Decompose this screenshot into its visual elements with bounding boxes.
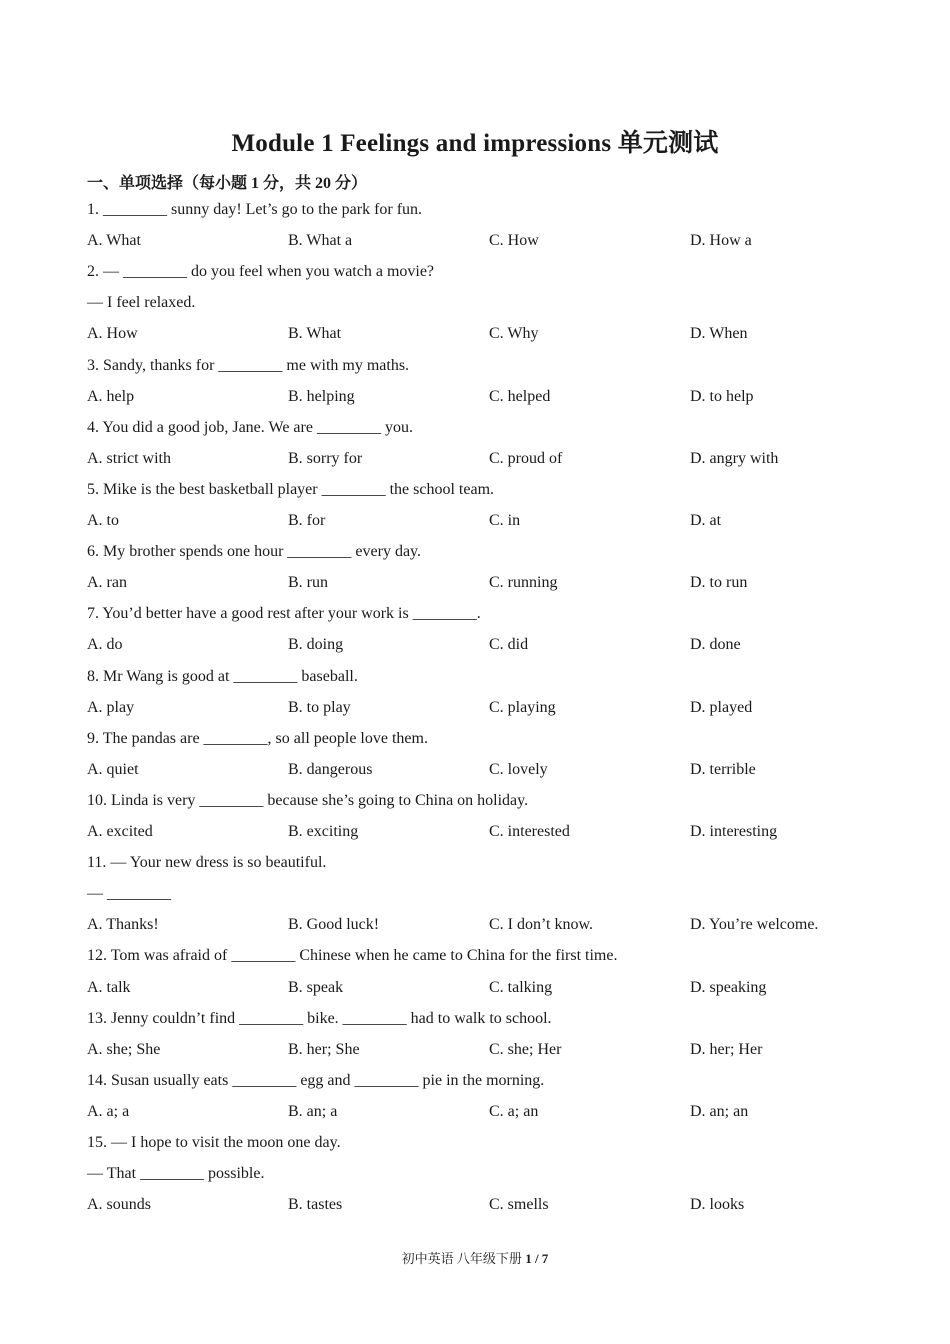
answer-option-d: D. to run [690, 574, 748, 592]
answer-option-a: A. help [87, 387, 135, 405]
question-stem: 15. — I hope to visit the moon one day. [87, 1134, 341, 1151]
answer-option-c: C. Why [489, 325, 539, 343]
question-stem: 9. The pandas are ________, so all people love them. [87, 729, 428, 747]
answer-option-a: A. sounds [87, 1196, 152, 1214]
question-stem: 12. Tom was afraid of ________ Chinese when he came to China for the first time. [87, 947, 618, 965]
document-title: Module 1 Feelings and impressions 单元测试 [231, 130, 719, 157]
page-footer [0, 1248, 950, 1267]
answer-option-a: A. ran [87, 574, 127, 592]
answer-option-b: B. What a [288, 232, 353, 250]
answer-option-c: C. I don’t know. [489, 916, 593, 934]
answer-option-c: C. she; Her [489, 1040, 562, 1058]
answer-option-c: C. interested [489, 823, 570, 840]
answer-option-b: B. an; a [288, 1102, 338, 1120]
answer-option-c: C. lovely [489, 760, 548, 778]
answer-option-a: A. excited [87, 823, 153, 840]
page-number: 1 / 7 [525, 1251, 549, 1266]
answer-option-b: B. for [288, 512, 326, 529]
answer-option-d: D. at [690, 512, 722, 529]
question-stem: 3. Sandy, thanks for ________ me with my maths. [87, 356, 410, 374]
answer-option-a: A. talk [87, 978, 131, 996]
answer-option-c: C. proud of [489, 449, 563, 467]
answer-option-d: D. an; an [690, 1102, 749, 1120]
answer-option-b: B. What [288, 325, 342, 343]
answer-option-a: A. do [87, 636, 123, 654]
answer-option-a: A. play [87, 698, 135, 716]
question-stem: 14. Susan usually eats ________ egg and ________ pie in the morning. [87, 1071, 545, 1089]
answer-option-c: C. talking [489, 978, 553, 996]
answer-option-d: D. played [690, 698, 753, 716]
question-dialogue-line: — That ________ possible. [87, 1165, 265, 1183]
footer-label: 初中英语 八年级下册 [401, 1251, 522, 1266]
answer-option-b: B. tastes [288, 1196, 343, 1214]
question-stem: 5. Mike is the best basketball player ________ the school team. [87, 480, 495, 498]
answer-option-d: D. When [690, 325, 748, 343]
answer-option-c: C. in [489, 512, 521, 529]
answer-option-b: B. dangerous [288, 760, 373, 778]
answer-option-d: D. done [690, 636, 741, 654]
question-stem: 2. — ________ do you feel when you watch a movie? [87, 263, 435, 281]
answer-option-d: D. You’re welcome. [690, 916, 819, 934]
answer-option-c: C. smells [489, 1196, 549, 1214]
answer-option-c: C. playing [489, 698, 556, 716]
answer-option-a: A. Thanks! [87, 916, 159, 934]
answer-option-b: B. sorry for [288, 449, 363, 467]
answer-option-b: B. helping [288, 387, 355, 405]
answer-option-d: D. terrible [690, 760, 756, 778]
answer-option-a: A. What [87, 232, 141, 250]
answer-option-b: B. speak [288, 978, 344, 996]
question-stem: 11. — Your new dress is so beautiful. [87, 854, 327, 872]
answer-option-d: D. interesting [690, 823, 778, 840]
question-stem: 8. Mr Wang is good at ________ baseball. [87, 667, 358, 685]
answer-option-d: D. her; Her [690, 1040, 763, 1058]
answer-option-a: A. strict with [87, 449, 171, 467]
question-stem: 6. My brother spends one hour ________ every day. [87, 543, 422, 561]
answer-option-b: B. her; She [288, 1040, 360, 1058]
answer-option-a: A. a; a [87, 1102, 130, 1120]
answer-option-b: B. doing [288, 636, 344, 654]
question-stem: 10. Linda is very ________ because she’s going to China on holiday. [87, 791, 529, 809]
answer-option-a: A. she; She [87, 1040, 161, 1058]
question-stem: 4. You did a good job, Jane. We are ________ you. [87, 418, 413, 436]
answer-option-b: B. Good luck! [288, 916, 380, 934]
answer-option-d: D. to help [690, 387, 754, 405]
question-stem: 13. Jenny couldn’t find ________ bike. ________ had to walk to school. [87, 1009, 552, 1027]
answer-option-c: C. running [489, 574, 558, 592]
answer-option-c: C. a; an [489, 1102, 539, 1120]
answer-option-c: C. How [489, 232, 539, 250]
answer-option-b: B. to play [288, 698, 351, 716]
answer-option-c: C. helped [489, 387, 551, 405]
answer-option-b: B. exciting [288, 823, 359, 840]
question-stem: 1. ________ sunny day! Let’s go to the park for fun. [87, 201, 423, 218]
question-dialogue-line: — I feel relaxed. [87, 294, 196, 312]
answer-option-d: D. looks [690, 1196, 745, 1214]
question-dialogue-line: — ________ [87, 885, 171, 903]
section-heading: 一、单项选择（每小题 1 分，共 20 分） [87, 175, 368, 192]
answer-option-a: A. How [87, 325, 138, 343]
answer-option-d: D. angry with [690, 449, 779, 467]
answer-option-b: B. run [288, 574, 328, 592]
answer-option-a: A. quiet [87, 760, 139, 778]
answer-option-c: C. did [489, 636, 529, 654]
answer-option-d: D. How a [690, 232, 752, 250]
answer-option-a: A. to [87, 512, 119, 529]
answer-option-d: D. speaking [690, 978, 767, 996]
question-stem: 7. You’d better have a good rest after your work is ________. [87, 605, 481, 623]
